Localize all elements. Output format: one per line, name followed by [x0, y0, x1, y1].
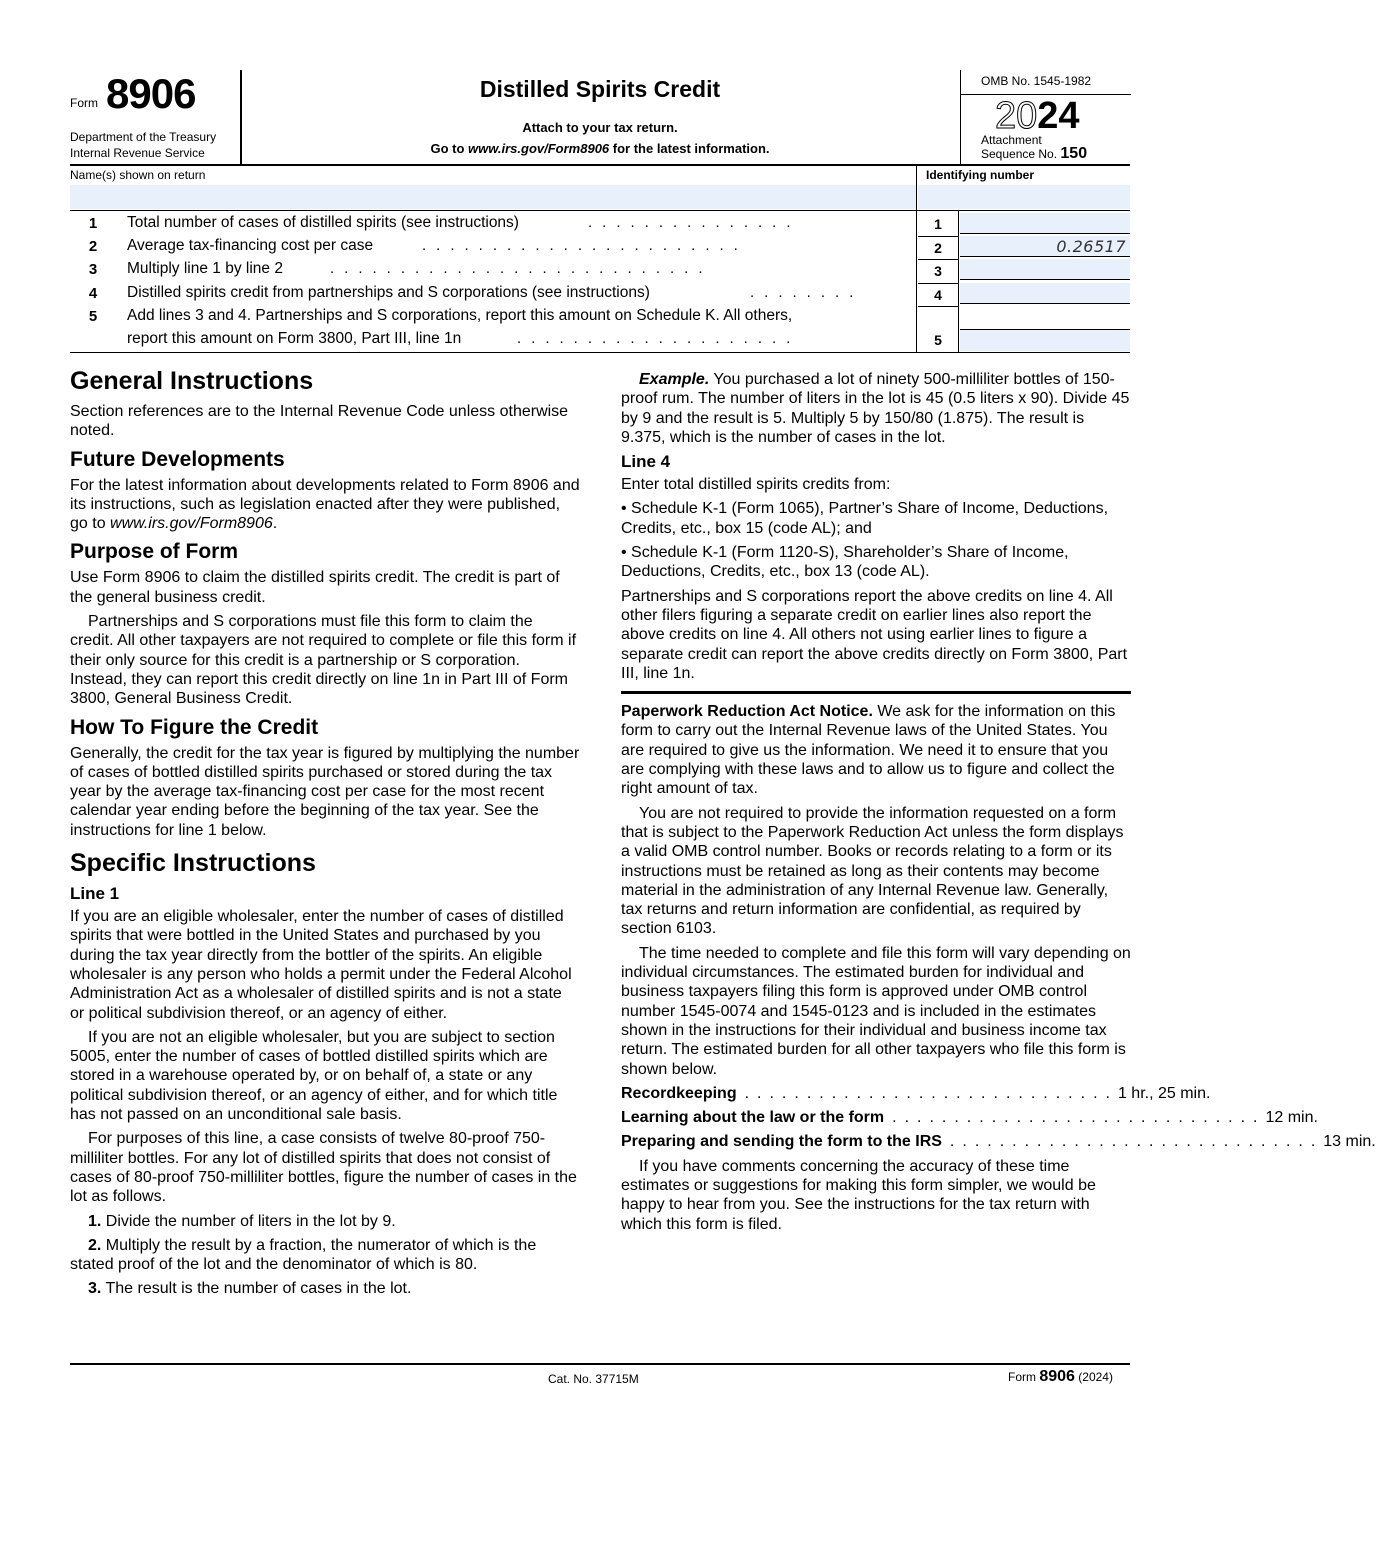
right-column [621, 370, 1376, 1239]
dept-line-1: Department of the Treasury [70, 130, 217, 144]
line-5-number: 5 [88, 308, 98, 325]
goto-prefix: Go to [430, 141, 469, 156]
line-4-bullet-2: • Schedule K-1 (Form 1120-S), Shareholder’s Share of Income, Deductions, Credits, etc., box 13 (code AL). [621, 544, 1069, 581]
line-4-text: Distilled spirits credit from partnerships and S corporations (see instructions) [127, 284, 650, 301]
footer-form-word: Form [1008, 1370, 1036, 1384]
goto-url-link[interactable]: www.irs.gov/Form8906 [468, 141, 610, 156]
pra-paragraph-3: The time needed to complete and file this form will vary depending on individual circumstances. The estimated burden for individual and business taxpayers filing this form is approved under OMB control number 1545-0074 and 1545-0123 and is included in the estimates shown in the instructions for their individual and business income tax return. The estimated burden for all other taxpayers who file this form is shown below. [621, 944, 1131, 1078]
future-text-end: . [272, 515, 278, 533]
step-2-number: 2. [88, 1236, 102, 1254]
line-1-field[interactable] [960, 213, 1130, 234]
line-3-leader: ........................... [330, 260, 713, 277]
figure-credit-text: Generally, the credit for the tax year is figured by multiplying the number of cases of bottled distilled spirits purchased or stored during the tax year by the average tax-financing cost per case for the most recent calendar year ending before the beginning of the tax year. See the instructions for line 1 below. [70, 744, 580, 839]
pra-label: Paperwork Reduction Act Notice. [621, 703, 873, 721]
name-rule [70, 210, 1130, 211]
line-1-box-number: 1 [934, 216, 942, 232]
line-4-box-number: 4 [934, 287, 942, 303]
year-bold: 24 [1037, 95, 1080, 137]
title-block [242, 70, 958, 164]
step-3 [70, 1279, 580, 1298]
line-2-box-number: 2 [934, 240, 942, 256]
line-4-bullet-1: • Schedule K-1 (Form 1065), Partner’s Share of Income, Deductions, Credits, etc., box 15 (code AL); and [621, 500, 1109, 537]
lines-divider-1 [916, 210, 917, 353]
step-2 [70, 1236, 580, 1275]
pra-divider [621, 691, 1131, 694]
line-4-field[interactable] [960, 283, 1130, 304]
line-5-field[interactable] [960, 330, 1130, 351]
attachment-label: Attachment [981, 133, 1042, 147]
form-word: Form [70, 96, 98, 110]
line-1-leader: ............... [588, 214, 801, 231]
general-instructions-text: Section references are to the Internal Revenue Code unless otherwise noted. [70, 403, 569, 440]
purpose-text-1: Use Form 8906 to claim the distilled spirits credit. The credit is part of the general business credit. [70, 569, 560, 606]
line-5-leader: .................... [517, 330, 801, 347]
example-label: Example. [639, 371, 710, 388]
footer-year: (2024) [1078, 1370, 1113, 1384]
future-text: For the latest information about developments related to Form 8906 and its instructions, such as legislation enacted after they were published, go to [70, 476, 580, 533]
line-3-text: Multiply line 1 by line 2 [127, 260, 283, 277]
purpose-text-2: Partnerships and S corporations must file this form to claim the credit. All other taxpayers are not required to complete or file this form if their only source for this credit is a partnership or S corporation. Instead, they can report this credit directly on line 1n in Part III of Form 3800, General Business Credit. [70, 613, 577, 708]
future-url-link[interactable]: www.irs.gov/Form8906 [110, 515, 273, 533]
figure-credit-heading: How To Figure the Credit [70, 715, 319, 739]
line-1-text-2: If you are not an eligible wholesaler, but you are subject to section 5005, enter the number of cases of bottled distilled spirits which are stored in a warehouse operated by, or on behalf of, a state or any political subdivision thereof, or an agency of either, and for which title has not passed on an unconditional sale basis. [70, 1028, 558, 1124]
burden-time: 13 min. [1323, 1133, 1376, 1151]
dept-line-2: Internal Revenue Service [70, 146, 205, 160]
step-3-number: 3. [88, 1280, 102, 1298]
line-2-text: Average tax-financing cost per case [127, 237, 374, 254]
pra-paragraph-4: If you have comments concerning the accuracy of these time estimates or suggestions for making this form simpler, we would be happy to hear from you. See the instructions for the tax return with which this form is filed. [621, 1157, 1096, 1233]
line-3-box-number: 3 [934, 263, 942, 279]
name-label: Name(s) shown on return [70, 168, 206, 182]
line-4-number: 4 [88, 285, 98, 302]
burden-row-learning [621, 1108, 1318, 1127]
example-paragraph [621, 370, 1131, 447]
burden-label: Recordkeeping [621, 1084, 737, 1102]
step-1 [70, 1212, 580, 1231]
burden-label: Learning about the law or the form [621, 1109, 885, 1127]
goto-suffix: for the latest information. [609, 141, 770, 156]
attachment-sequence [981, 134, 1087, 161]
pra-text: We ask for the information on this form to carry out the Internal Revenue laws of the United States. You are required to give us the information. We need it to ensure that you are complying with these laws and to allow us to figure and collect the right amount of tax. [621, 703, 1116, 798]
burden-leader: .............................. [892, 1109, 1266, 1127]
pra-paragraph-2: You are not required to provide the information requested on a form that is subject to the Paperwork Reduction Act unless the form displays a valid OMB control number. Books or records relating to a form or its instructions must be retained as long as their contents may become material in the administration of any Internal Revenue law. Generally, tax returns and return information are confidential, as required by section 6103. [621, 804, 1124, 938]
line-4-text: Partnerships and S corporations report the above credits on line 4. All other filers figuring a separate credit on earlier lines also report the above credits on line 4. All others not using earlier lines to figure a separate credit can report the above credits directly on Form 3800, Part III, line 1n. [621, 587, 1128, 682]
line-2-leader: ....................... [422, 237, 748, 254]
line-4-intro: Enter total distilled spirits credits from: [621, 476, 891, 494]
burden-time: 12 min. [1265, 1109, 1318, 1127]
identifying-number-field[interactable] [918, 185, 1130, 209]
future-developments-text [70, 476, 580, 534]
line-1-text: Total number of cases of distilled spirits (see instructions) [127, 214, 519, 231]
step-2-text: Multiply the result by a fraction, the numerator of which is the stated proof of the lot and the denominator of which is 80. [70, 1236, 537, 1274]
line-5-box-number: 5 [934, 332, 942, 348]
line-3-field[interactable] [960, 259, 1130, 280]
year-outline: 20 [995, 95, 1038, 137]
burden-row-preparing [621, 1132, 1376, 1151]
line-1-heading: Line 1 [70, 884, 120, 904]
footer-rule [70, 1363, 1130, 1365]
goto-note [242, 141, 958, 156]
name-field[interactable] [70, 185, 916, 209]
step-3-text: The result is the number of cases in the lot. [101, 1280, 412, 1298]
lines-bottom-rule [70, 352, 1130, 353]
burden-leader: .............................. [949, 1133, 1324, 1151]
footer-form-number: 8906 [1039, 1368, 1075, 1385]
lines-divider-2 [958, 210, 959, 353]
specific-instructions-heading: Specific Instructions [70, 849, 316, 878]
line-2-box-rule [918, 259, 958, 260]
line-3-box-rule [918, 283, 958, 284]
step-1-text: Divide the number of liters in the lot by 9. [101, 1212, 396, 1230]
catalog-number: Cat. No. 37715M [548, 1372, 639, 1386]
future-developments-heading: Future Developments [70, 447, 285, 471]
line-1-text-3: For purposes of this line, a case consists of twelve 80-proof 750-milliliter bottles. For any lot of distilled spirits that does not consist of cases of 80-proof 750-milliliter bottles, figure the number of cases in the lot as follows. [70, 1130, 577, 1206]
example-text: You purchased a lot of ninety 500-milliliter bottles of 150-proof rum. The number of liters in the lot is 45 (0.5 liters x 90). Divide 45 by 9 and the result is 5. Multiply 5 by 150/80 (1.875). The result is 9.375, which is the number of cases in the lot. [621, 371, 1130, 446]
form-number: 8906 [106, 70, 196, 117]
purpose-heading: Purpose of Form [70, 540, 239, 564]
general-instructions-heading: General Instructions [70, 367, 314, 395]
attach-note: Attach to your tax return. [522, 120, 678, 135]
footer-form-id [1008, 1368, 1113, 1386]
line-2-value: 0.26517 [1056, 237, 1126, 256]
department [70, 129, 216, 161]
line-5-field-rule [960, 329, 1130, 330]
form-title: Distilled Spirits Credit [479, 76, 721, 102]
line-5-text: Add lines 3 and 4. Partnerships and S corporations, report this amount on Schedule K. All others, [127, 307, 793, 324]
line-5-text-cont: report this amount on Form 3800, Part III, line 1n [127, 330, 462, 347]
line-1-text-1: If you are an eligible wholesaler, enter the number of cases of distilled spirits that were bottled in the United States and purchased by you during the tax year directly from the bottler of the spirits. An eligible wholesaler is any person who holds a permit under the Federal Alcohol Administration Act as a wholesaler of distilled spirits and is not a state or political subdivision thereof, or an agency of either. [70, 908, 572, 1022]
burden-label: Preparing and sending the form to the IRS [621, 1133, 942, 1151]
left-column [70, 366, 580, 1304]
omb-block [960, 70, 1131, 164]
line-1-box-rule [918, 236, 958, 237]
burden-row-recordkeeping [621, 1084, 1211, 1103]
header-rule [70, 164, 1130, 166]
omb-number: OMB No. 1545-1982 [981, 74, 1092, 88]
pra-paragraph-1 [621, 702, 1131, 798]
burden-leader: .............................. [744, 1084, 1118, 1102]
tax-year [995, 96, 1080, 136]
line-2-field[interactable] [960, 236, 1130, 257]
sequence-number: 150 [1060, 145, 1088, 162]
sequence-label: Sequence No. [981, 147, 1058, 161]
line-1-number: 1 [88, 215, 98, 232]
step-1-number: 1. [88, 1212, 102, 1230]
name-divider [916, 164, 917, 210]
burden-time: 1 hr., 25 min. [1117, 1084, 1211, 1102]
line-4-heading: Line 4 [621, 452, 671, 472]
form-id-block [70, 70, 242, 164]
line-4-leader: ........ [750, 284, 864, 301]
line-3-number: 3 [88, 261, 98, 278]
line-2-number: 2 [88, 238, 98, 255]
line-4-box-rule [918, 306, 958, 307]
id-label: Identifying number [926, 168, 1034, 182]
